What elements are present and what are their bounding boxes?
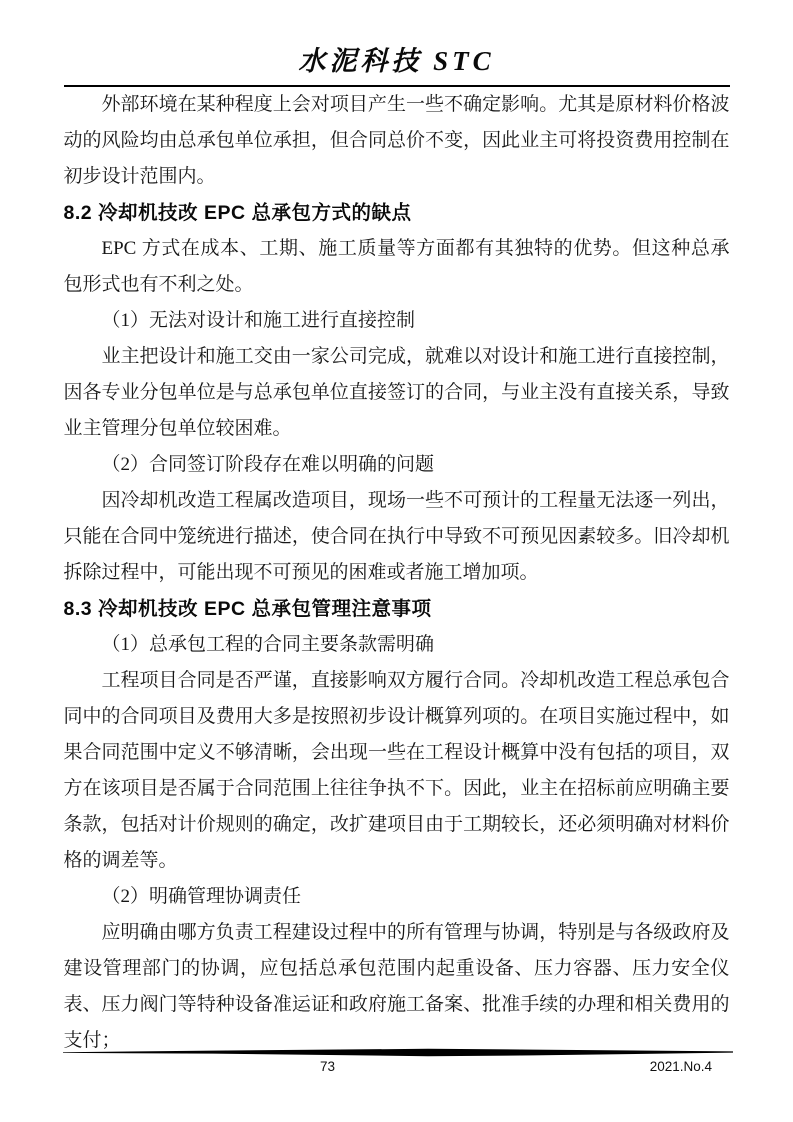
paragraph: 外部环境在某种程度上会对项目产生一些不确定影响。尤其是原材料价格波动的风险均由总承包单位承担，但合同总价不变，因此业主可将投资费用控制在初步设计范围内。 [63,94,730,187]
paragraph: EPC 方式在成本、工期、施工质量等方面都有其独特的优势。但这种总承包形式也有不利之处。 [63,238,730,295]
issue-number: 2021.No.4 [649,1059,712,1074]
footer-tapered-rule [63,1048,733,1057]
page-number: 73 [320,1059,336,1074]
paragraph: 因冷却机改造工程属改造项目，现场一些不可预计的工程量无法逐一列出，只能在合同中笼统进行描述，使合同在执行中导致不可预见因素较多。旧冷却机拆除过程中，可能出现不可预见的困难或者施工增加项。 [63,490,730,583]
paragraph: 应明确由哪方负责工程建设过程中的所有管理与协调，特别是与各级政府及建设管理部门的协调，应包括总承包范围内起重设备、压力容器、压力安全仪表、压力阀门等特种设备准运证和政府施工备案、批准手续的办理和相关费用的支付； [63,922,730,1051]
page-footer [63,1048,733,1079]
paragraph: （1）总承包工程的合同主要条款需明确 [101,634,435,655]
document-body [64,87,730,1059]
footer-row [63,1057,733,1079]
journal-title: 水泥科技 STC [298,46,495,76]
section-heading: 8.2 冷却机技改 EPC 总承包方式的缺点 [63,202,412,224]
paragraph: 工程项目合同是否严谨，直接影响双方履行合同。冷却机改造工程总承包合同中的合同项目及费用大多是按照初步设计概算列项的。在项目实施过程中，如果合同范围中定义不够清晰，会出现一些在工程设计概算中没有包括的项目，双方在该项目是否属于合同范围上往往争执不下。因此，业主在招标前应明确主要条款，包括对计价规则的确定，改扩建项目由于工期较长，还必须明确对材料价格的调差等。 [63,670,730,871]
paragraph: 业主把设计和施工交由一家公司完成，就难以对设计和施工进行直接控制，因各专业分包单位是与总承包单位直接签订的合同，与业主没有直接关系，导致业主管理分包单位较困难。 [63,346,730,439]
paragraph: （2）明确管理协调责任 [101,886,302,907]
paragraph: （2）合同签订阶段存在难以明确的问题 [101,454,435,475]
section-heading: 8.3 冷却机技改 EPC 总承包管理注意事项 [63,598,432,620]
paragraph: （1）无法对设计和施工进行直接控制 [101,310,416,331]
